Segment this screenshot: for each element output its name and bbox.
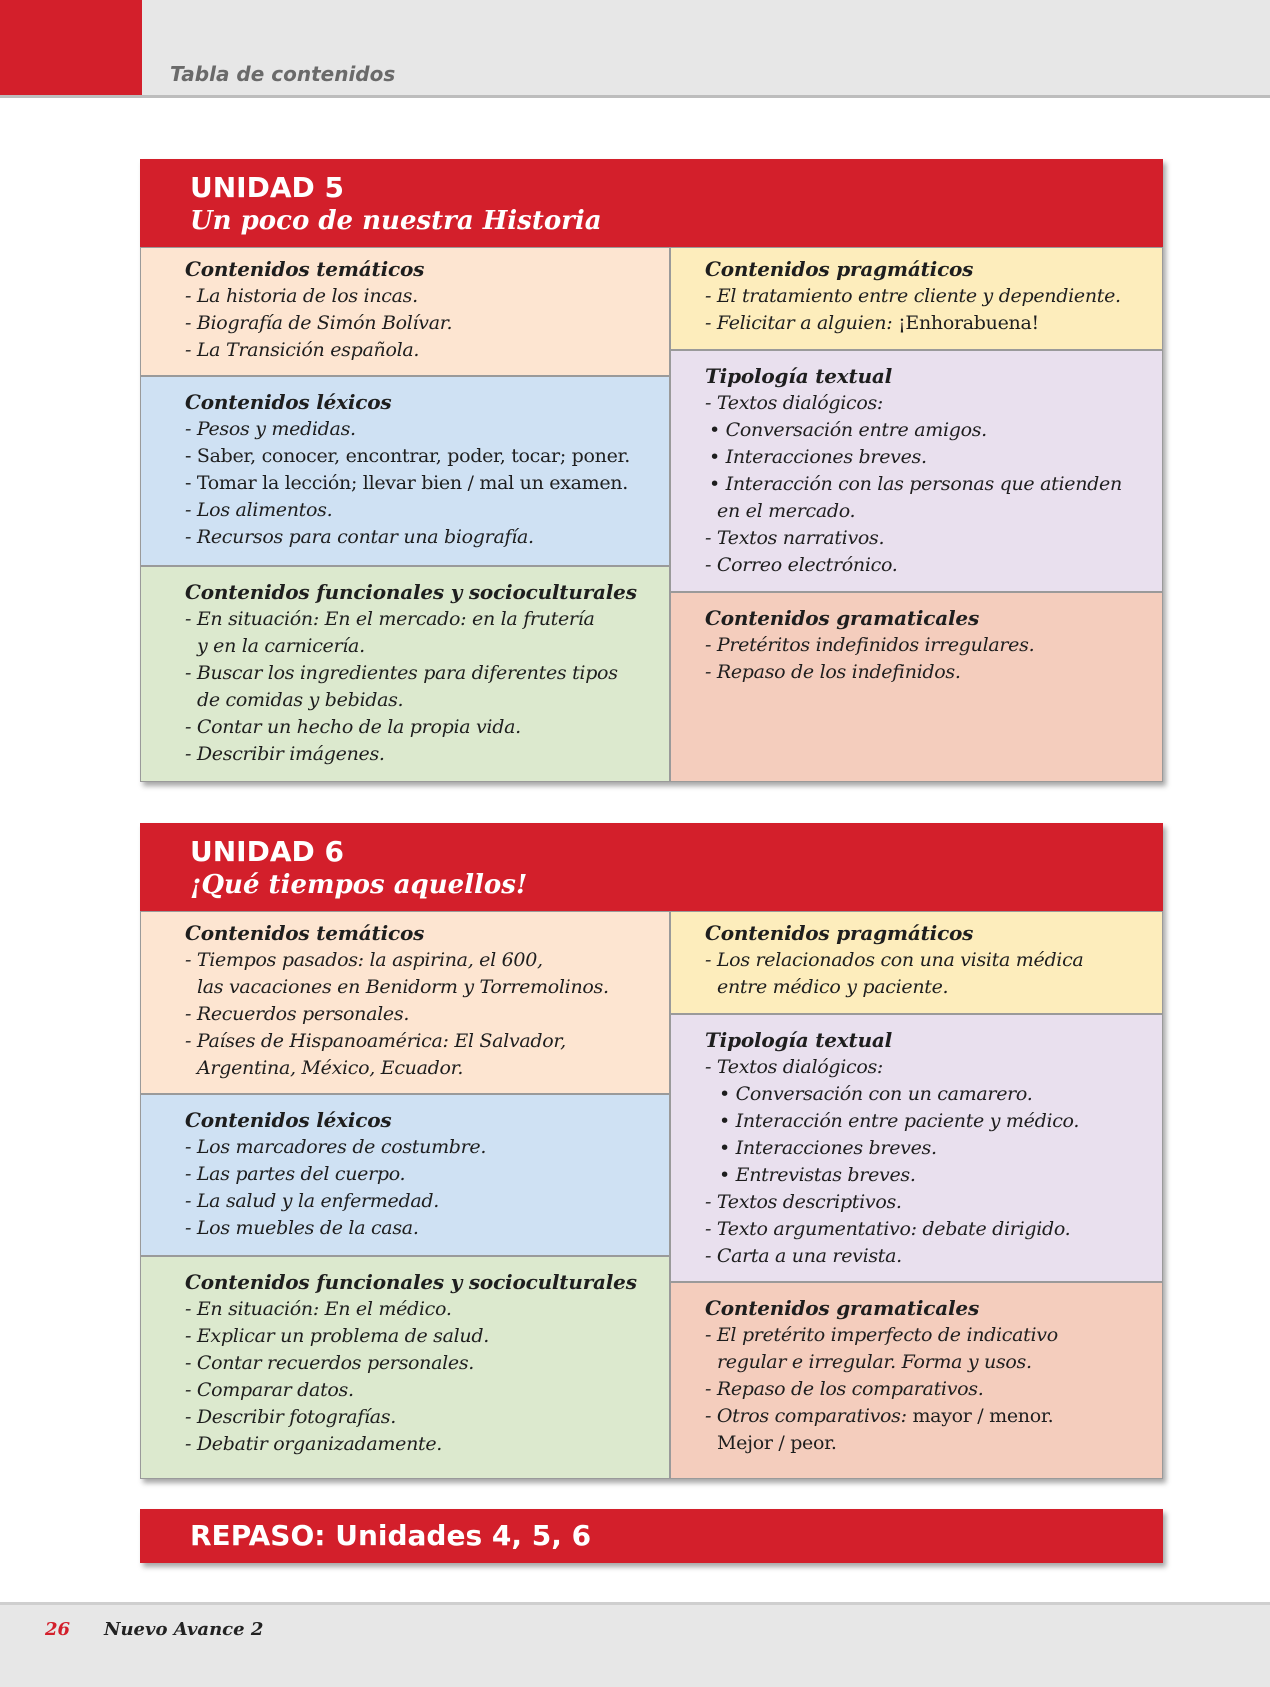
list-item: - Buscar los ingredientes para diferentes tipos: [185, 662, 618, 684]
section-heading: Contenidos funcionales y socioculturales: [185, 580, 637, 604]
list-item: - Los marcadores de costumbre.: [185, 1136, 487, 1158]
section-heading: Contenidos léxicos: [185, 1108, 392, 1132]
item-list: [185, 1134, 659, 1242]
list-item: • Interacciones breves.: [719, 1137, 937, 1159]
list-item: de comidas y bebidas.: [197, 689, 404, 711]
list-item: • Conversación con un camarero.: [719, 1083, 1033, 1105]
list-item: - Debatir organizadamente.: [185, 1433, 443, 1455]
list-item: - Pretéritos indefinidos irregulares.: [705, 634, 1035, 656]
item-text-plain: mayor / menor.: [912, 1405, 1054, 1427]
header-accent: [0, 0, 142, 95]
tipologia-section: [670, 1014, 1163, 1282]
item-text: - Felicitar a alguien:: [705, 312, 899, 334]
list-item: y en la carnicería.: [197, 635, 365, 657]
list-item: - Describir imágenes.: [185, 743, 385, 765]
list-item: - La Transición española.: [185, 339, 420, 361]
item-list: [705, 390, 1152, 579]
list-item: - Recuerdos personales.: [185, 1003, 410, 1025]
list-item: • Entrevistas breves.: [719, 1164, 916, 1186]
list-item: entre médico y paciente.: [717, 976, 949, 998]
list-item: - Describir fotografías.: [185, 1406, 396, 1428]
list-item: • Interacción con las personas que atienden: [709, 473, 1122, 495]
list-item: las vacaciones en Benidorm y Torremolinos.: [197, 976, 609, 998]
unit-6-box: [140, 823, 1163, 1479]
item-text-plain: ¡Enhorabuena!: [898, 312, 1039, 334]
list-item: - Pesos y medidas.: [185, 418, 356, 440]
repaso-title: REPASO: Unidades 4, 5, 6: [190, 1519, 592, 1552]
book-title: Nuevo Avance 2: [104, 1619, 264, 1640]
list-item: - Correo electrónico.: [705, 554, 898, 576]
gramaticales-section: [670, 1282, 1163, 1479]
list-item: • Conversación entre amigos.: [709, 419, 987, 441]
list-item: - El pretérito imperfecto de indicativo: [705, 1324, 1058, 1346]
list-item: en el mercado.: [717, 500, 856, 522]
list-item: - Repaso de los comparativos.: [705, 1378, 984, 1400]
item-list: [705, 1322, 1152, 1457]
section-heading: Contenidos temáticos: [185, 257, 425, 281]
unit-header: [140, 823, 1163, 911]
tipologia-section: [670, 350, 1163, 592]
list-item: - Textos dialógicos:: [705, 392, 884, 414]
list-item: - Países de Hispanoamérica: El Salvador,: [185, 1030, 566, 1052]
section-heading: Tipología textual: [705, 1028, 893, 1052]
list-item: regular e irregular. Forma y usos.: [717, 1351, 1032, 1373]
list-item: - Explicar un problema de salud.: [185, 1325, 489, 1347]
unit-subtitle: ¡Qué tiempos aquellos!: [190, 870, 528, 900]
section-heading: Contenidos léxicos: [185, 390, 392, 414]
list-item: - Recursos para contar una biografía.: [185, 526, 534, 548]
list-item: - Comparar datos.: [185, 1379, 354, 1401]
item-list: [705, 283, 1152, 337]
list-item: - Los relacionados con una visita médica: [705, 949, 1084, 971]
item-list: [185, 947, 659, 1082]
unit-header: [140, 159, 1163, 247]
item-list: [185, 1296, 659, 1458]
list-item: - Contar un hecho de la propia vida.: [185, 716, 521, 738]
list-item: - La salud y la enfermedad.: [185, 1190, 439, 1212]
funcionales-section: [140, 1256, 670, 1479]
list-item: [705, 1403, 1152, 1430]
list-item: - Las partes del cuerpo.: [185, 1163, 406, 1185]
list-item: - Textos dialógicos:: [705, 1056, 884, 1078]
unit-subtitle: Un poco de nuestra Historia: [190, 206, 602, 236]
list-item: [705, 310, 1152, 337]
list-item: Argentina, México, Ecuador.: [197, 1057, 464, 1079]
item-list: [705, 1054, 1152, 1270]
section-heading: Contenidos pragmáticos: [705, 921, 974, 945]
item-list: [705, 947, 1152, 1001]
item-list: [705, 632, 1152, 686]
list-item: - Tiempos pasados: la aspirina, el 600,: [185, 949, 543, 971]
list-item: Mejor / peor.: [717, 1432, 837, 1454]
list-item: - Texto argumentativo: debate dirigido.: [705, 1218, 1071, 1240]
list-item: - Biografía de Simón Bolívar.: [185, 312, 453, 334]
pragmaticos-section: [670, 911, 1163, 1014]
list-item: - Los alimentos.: [185, 499, 333, 521]
list-item: - Saber, conocer, encontrar, poder, tocar; poner.: [185, 445, 630, 467]
list-item: - Tomar la lección; llevar bien / mal un examen.: [185, 472, 628, 494]
section-heading: Contenidos pragmáticos: [705, 257, 974, 281]
list-item: - Contar recuerdos personales.: [185, 1352, 475, 1374]
section-heading: Tipología textual: [705, 364, 893, 388]
section-heading: Contenidos gramaticales: [705, 606, 980, 630]
list-item: - Repaso de los indefinidos.: [705, 661, 961, 683]
list-item: • Interacción entre paciente y médico.: [719, 1110, 1080, 1132]
unit-title: UNIDAD 5: [190, 171, 344, 204]
list-item: - La historia de los incas.: [185, 285, 418, 307]
list-item: - Los muebles de la casa.: [185, 1217, 419, 1239]
section-heading: Contenidos temáticos: [185, 921, 425, 945]
unit-5-box: [140, 159, 1163, 782]
list-item: - Textos descriptivos.: [705, 1191, 902, 1213]
list-item: - Textos narrativos.: [705, 527, 885, 549]
item-text: - Otros comparativos:: [705, 1405, 913, 1427]
page-footer: [0, 1602, 1270, 1687]
section-heading: Contenidos gramaticales: [705, 1296, 980, 1320]
lexicos-section: [140, 376, 670, 566]
pragmaticos-section: [670, 247, 1163, 350]
list-item: - En situación: En el mercado: en la frutería: [185, 608, 595, 630]
item-list: [185, 283, 659, 364]
page-number: 26: [45, 1619, 71, 1640]
item-list: [185, 606, 659, 768]
section-heading: Contenidos funcionales y socioculturales: [185, 1270, 637, 1294]
unit-title: UNIDAD 6: [190, 835, 344, 868]
item-list: [185, 416, 659, 551]
list-item: - En situación: En el médico.: [185, 1298, 452, 1320]
lexicos-section: [140, 1094, 670, 1256]
page-title: Tabla de contenidos: [170, 62, 396, 86]
list-item: - El tratamiento entre cliente y dependiente.: [705, 285, 1121, 307]
list-item: - Carta a una revista.: [705, 1245, 902, 1267]
funcionales-section: [140, 566, 670, 782]
tematicos-section: [140, 247, 670, 376]
list-item: • Interacciones breves.: [709, 446, 927, 468]
tematicos-section: [140, 911, 670, 1094]
gramaticales-section: [670, 592, 1163, 782]
repaso-banner: [140, 1509, 1163, 1563]
